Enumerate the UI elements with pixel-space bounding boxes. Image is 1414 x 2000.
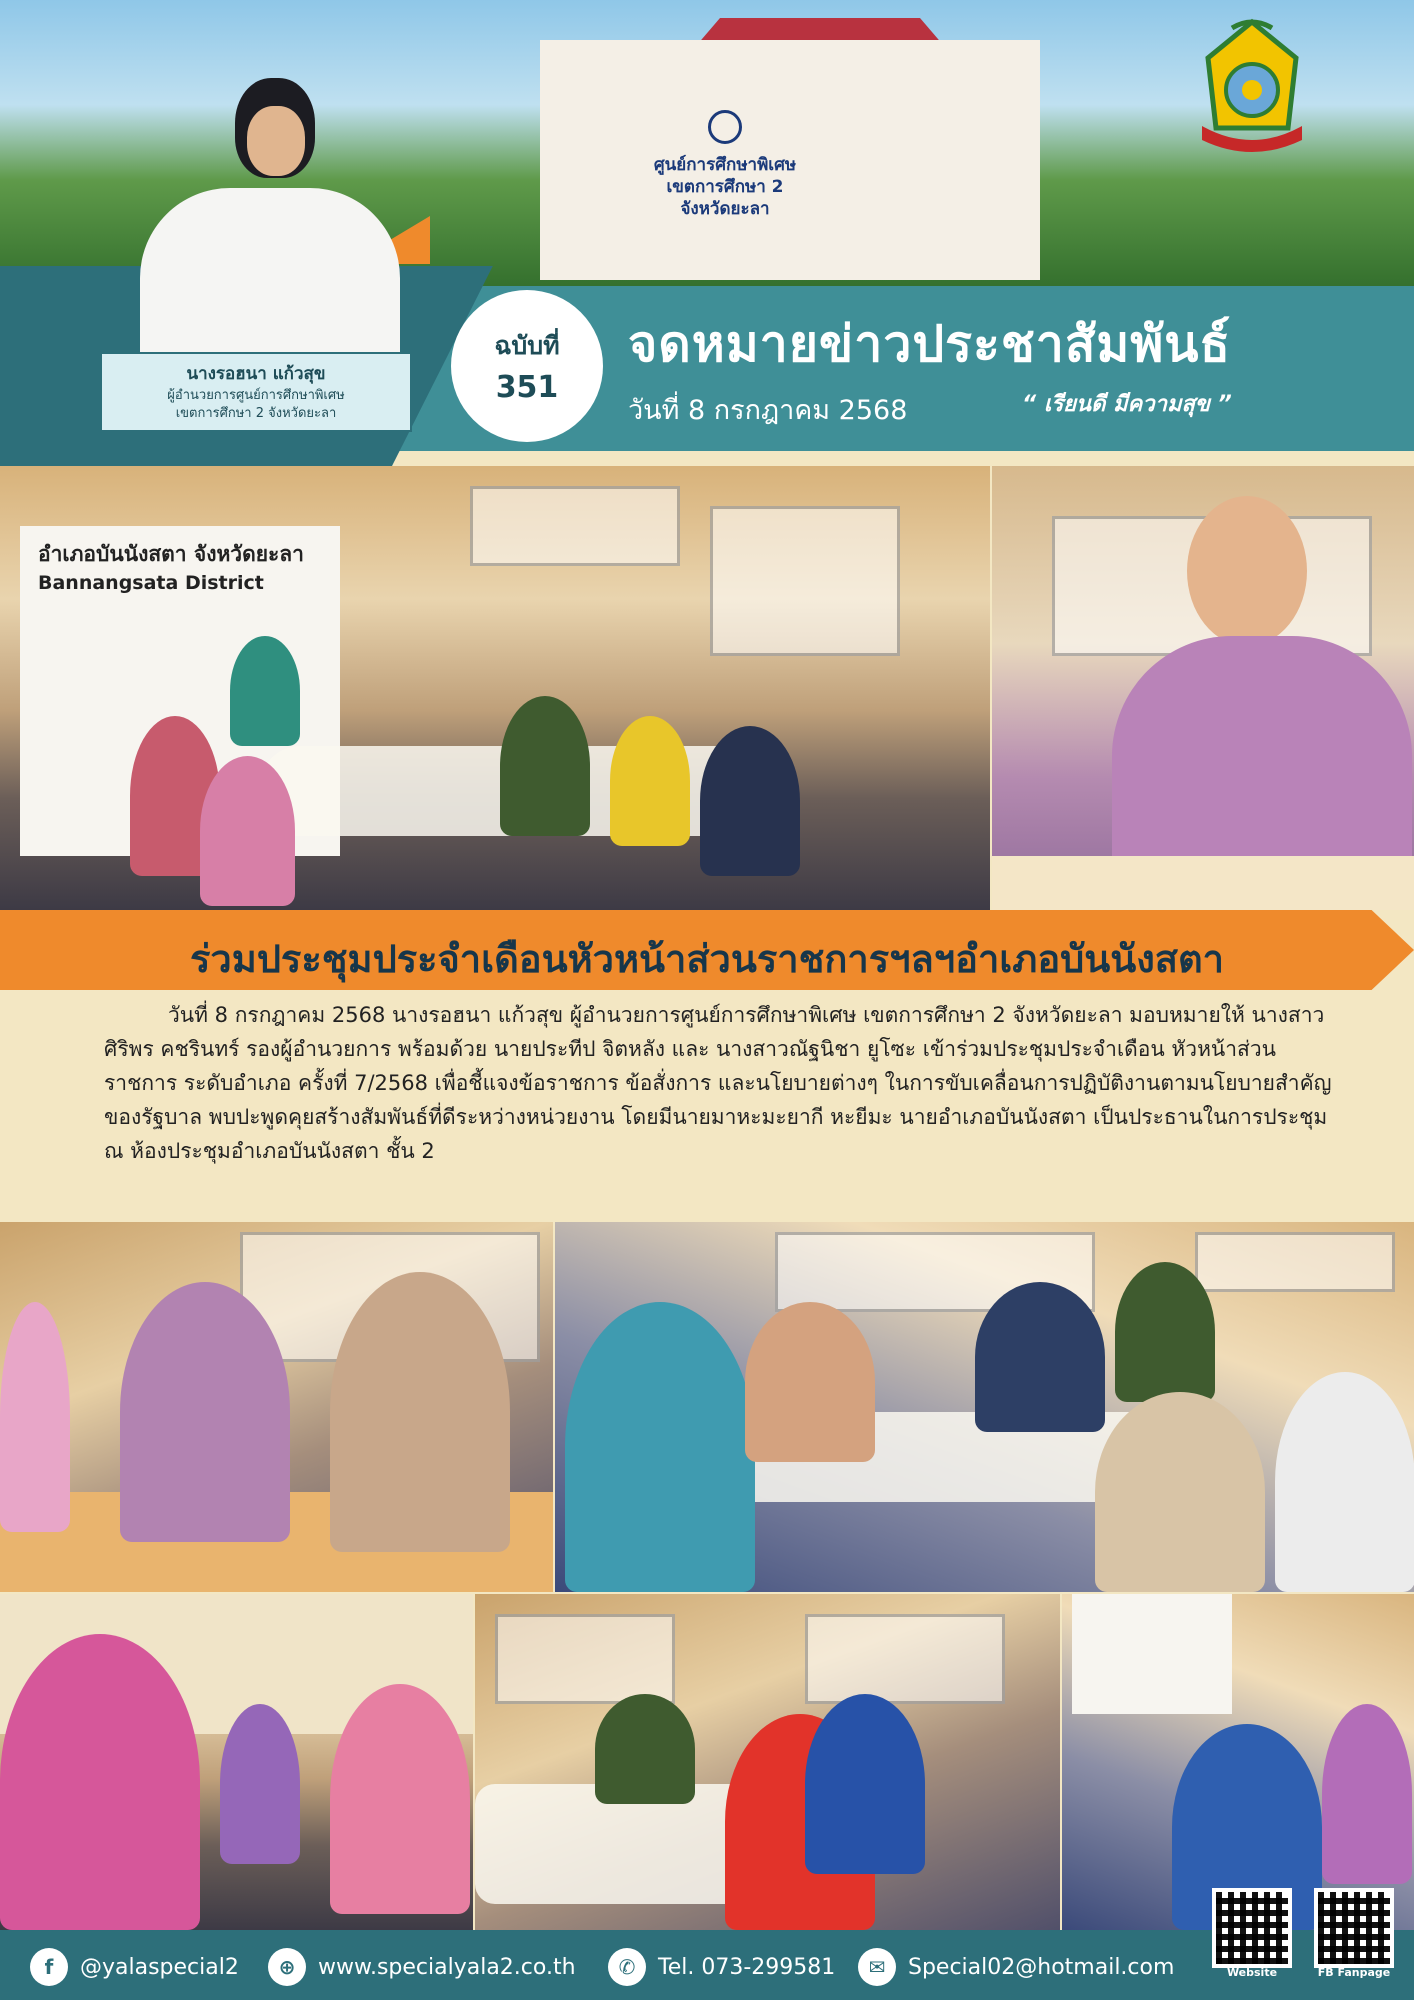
district-sign-thai: อำเภอบันนังสตา จังหวัดยะลา (38, 542, 304, 566)
deputy-director-photo (992, 466, 1414, 910)
newsletter-title: จดหมายข่าวประชาสัมพันธ์ (628, 315, 1231, 373)
website-qr-label: Website (1226, 1966, 1278, 1979)
phone-icon: ✆ (608, 1948, 646, 1986)
school-building-sign: ศูนย์การศึกษาพิเศษ เขตการศึกษา 2 จังหวัดยะลา (630, 110, 820, 220)
meeting-photo-right (555, 1222, 1414, 1592)
globe-icon: ⊕ (268, 1948, 306, 1986)
footer-phone[interactable] (608, 1948, 835, 1986)
director-portrait (130, 58, 400, 354)
agency-logo (1188, 18, 1316, 154)
mail-icon: ✉ (858, 1948, 896, 1986)
footer-email-address: Special02@hotmail.com (908, 1954, 1175, 1980)
issue-badge (451, 290, 603, 442)
meeting-photo-bottom-left (0, 1594, 473, 1930)
district-sign-english: Bannangsata District (38, 572, 264, 594)
footer-email[interactable] (858, 1948, 1174, 1986)
article-headline: ร่วมประชุมประจำเดือนหัวหน้าส่วนราชการฯลฯอำเภอบันนังสตา (190, 937, 1224, 981)
issue-number: 351 (495, 370, 559, 405)
facebook-icon: f (30, 1948, 68, 1986)
fb-fanpage-qr-code[interactable] (1314, 1888, 1394, 1968)
footer-facebook-handle: @yalaspecial2 (80, 1954, 239, 1980)
footer-website-url: www.specialyala2.co.th (318, 1954, 576, 1980)
footer-facebook[interactable] (30, 1948, 239, 1986)
meeting-photo-main (0, 466, 990, 910)
fb-fanpage-qr-label: FB Fanpage (1317, 1966, 1391, 1979)
meeting-photo-bottom-right (1062, 1594, 1414, 1930)
school-seal-icon (708, 110, 742, 144)
meeting-photo-left (0, 1222, 553, 1592)
footer-bar (0, 1930, 1414, 2000)
newsletter-date: วันที่ 8 กรกฎาคม 2568 (628, 395, 908, 426)
footer-phone-number: Tel. 073-299581 (658, 1954, 836, 1980)
newsletter-slogan: “ เรียนดี มีความสุข ” (1022, 392, 1232, 417)
website-qr-code[interactable] (1212, 1888, 1292, 1968)
meeting-photo-bottom-center (475, 1594, 1060, 1930)
article-body (104, 998, 1344, 1168)
director-name: นางรอฮนา แก้วสุข (186, 364, 326, 384)
issue-label: ฉบับที่ (494, 331, 560, 360)
director-position-line2: เขตการศึกษา 2 จังหวัดยะลา (175, 406, 337, 421)
footer-website[interactable] (268, 1948, 576, 1986)
director-position-line1: ผู้อำนวยการศูนย์การศึกษาพิเศษ (167, 388, 345, 403)
article-paragraph: วันที่ 8 กรกฎาคม 2568 นางรอฮนา แก้วสุข ผู้อำนวยการศูนย์การศึกษาพิเศษ เขตการศึกษา 2 จังหวัดยะลา มอบหมายให้ นางสาวศิริพร คชรินทร์ รองผู้อำนวยการ พร้อมด้วย นายประทีป จิตหลัง และ นางสาวณัฐนิชา ยูโซะ เข้าร่วมประชุมประจำเดือน หัวหน้าส่วนราชการ ระดับอำเภอ ครั้งที่ 7/2568 เพื่อชี้แจงข้อราชการ ข้อสั่งการ และนโยบายต่างๆ ในการขับเคลื่อนการปฏิบัติงานตามนโยบายสำคัญของรัฐบาล พบปะพูดคุยสร้างสัมพันธ์ที่ดีระหว่างหน่วยงาน โดยมีนายมาหะมะยากี หะยีมะ นายอำเภอบันนังสตา เป็นประธานในการประชุม ณ ห้องประชุมอำเภอบันนังสตา ชั้น 2 (104, 1003, 1332, 1163)
director-name-box (100, 352, 412, 432)
